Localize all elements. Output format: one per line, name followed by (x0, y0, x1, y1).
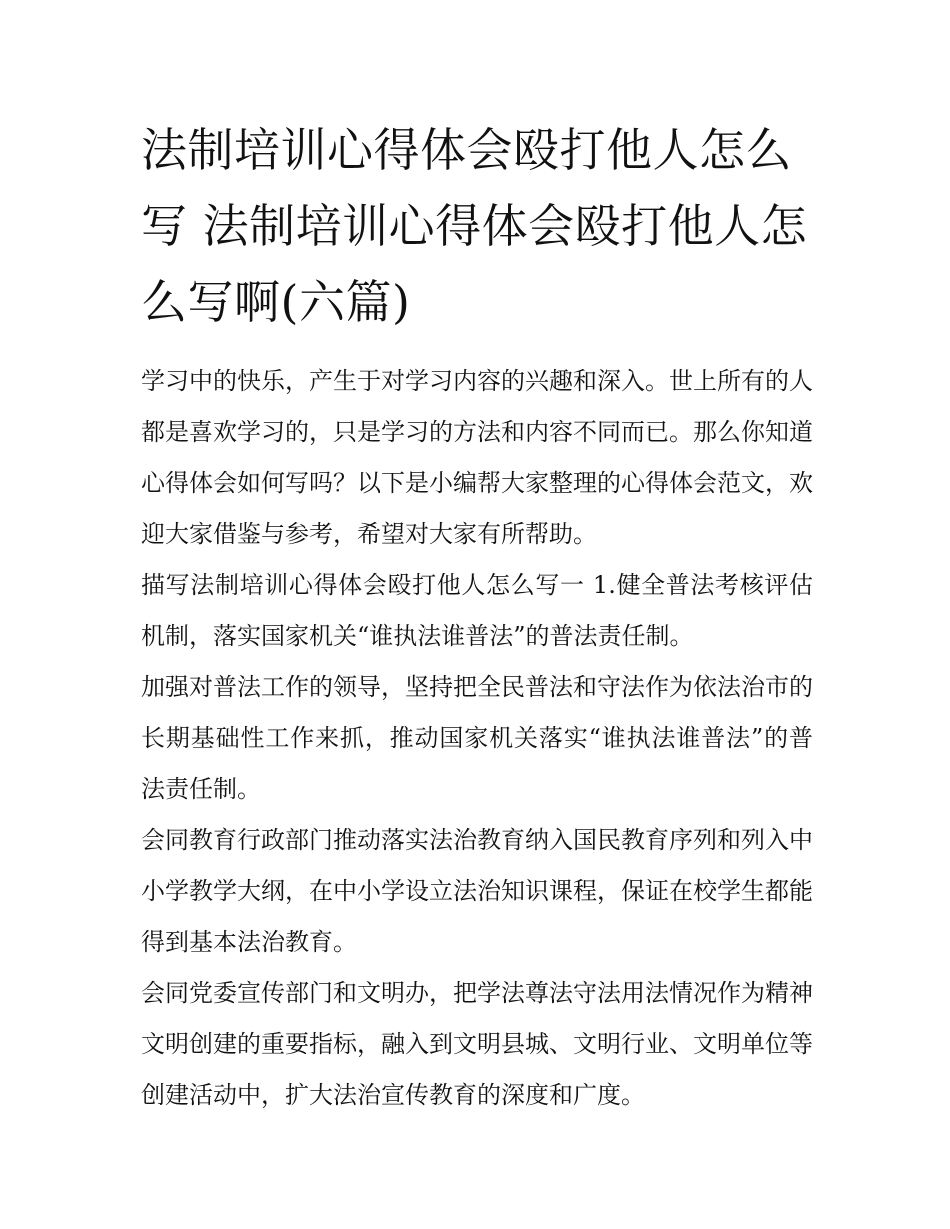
document-body (141, 112, 813, 1121)
education-paragraph: 会同教育行政部门推动落实法治教育纳入国民教育序列和列入中小学教学大纲，在中小学设立法治知识课程，保证在校学生都能得到基本法治教育。 (141, 826, 813, 956)
intro-paragraph: 学习中的快乐，产生于对学习内容的兴趣和深入。世上所有的人都是喜欢学习的，只是学习的方法和内容不同而已。那么你知道心得体会如何写吗？以下是小编帮大家整理的心得体会范文，欢迎大家借鉴与参考，希望对大家有所帮助。 (141, 367, 813, 548)
leadership-paragraph: 加强对普法工作的领导，坚持把全民普法和守法作为依法治市的长期基础性工作来抓，推动国家机关落实“谁执法谁普法”的普法责任制。 (141, 673, 813, 803)
civilization-paragraph: 会同党委宣传部门和文明办，把学法尊法守法用法情况作为精神文明创建的重要指标，融入到文明县城、文明行业、文明单位等创建活动中，扩大法治宣传教育的深度和广度。 (141, 979, 813, 1109)
document-title: 法制培训心得体会殴打他人怎么写 法制培训心得体会殴打他人怎么写啊(六篇) (141, 123, 808, 329)
section-one-paragraph: 描写法制培训心得体会殴打他人怎么写一 1.健全普法考核评估机制，落实国家机关“谁执法谁普法”的普法责任制。 (141, 571, 813, 650)
